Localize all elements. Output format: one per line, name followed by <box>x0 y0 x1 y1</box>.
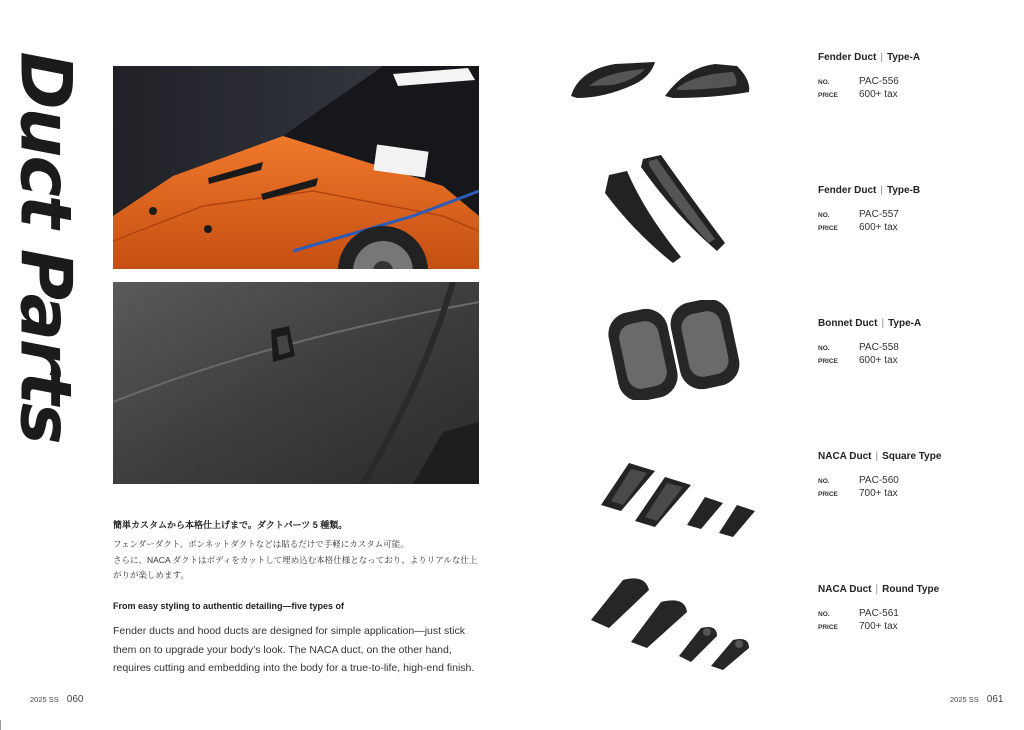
price-label: PRICE <box>818 225 838 232</box>
fender-duct-a-image <box>565 52 765 114</box>
product-price: 600+ tax <box>859 355 898 366</box>
naca-round-image <box>565 570 765 670</box>
product-name-text: Bonnet Duct <box>818 318 878 329</box>
product-bonnet-duct-a <box>565 318 1015 403</box>
product-info <box>818 52 1018 102</box>
product-type: Round Type <box>882 584 940 595</box>
fender-duct-b-image <box>565 153 765 273</box>
jp-body <box>113 537 483 584</box>
spec-price-row <box>818 488 1018 501</box>
jp-body-line-1: フェンダーダクト、ボンネットダクトなどは貼るだけで手軽にカスタム可能。 <box>113 539 409 549</box>
price-label: PRICE <box>818 358 838 365</box>
product-name <box>818 584 1018 595</box>
name-separator: | <box>880 52 883 63</box>
bonnet-duct-image <box>565 300 765 400</box>
name-separator: | <box>875 584 879 595</box>
product-name-text: Fender Duct <box>818 52 877 63</box>
product-price: 700+ tax <box>859 488 898 499</box>
right-page-number: 061 <box>986 694 1004 705</box>
price-label: PRICE <box>818 92 838 99</box>
right-season: 2025 SS <box>950 695 979 704</box>
product-type: Type-A <box>886 52 921 63</box>
product-number: PAC-557 <box>859 209 899 220</box>
product-info <box>818 584 1018 634</box>
spec-price-row <box>818 89 1018 102</box>
price-label: PRICE <box>818 624 838 631</box>
product-type: Square Type <box>882 451 942 462</box>
left-season: 2025 SS <box>30 695 59 704</box>
no-label: NO. <box>818 79 830 86</box>
naca-square-image <box>565 457 765 537</box>
product-type: Type-A <box>888 318 922 329</box>
product-name <box>818 52 1018 63</box>
product-fender-duct-b <box>565 185 1015 270</box>
left-page-number: 060 <box>66 694 84 705</box>
no-label: NO. <box>818 345 830 352</box>
product-price: 700+ tax <box>859 621 898 632</box>
gray-car-photo <box>113 282 479 484</box>
spec-no-row <box>818 342 1018 355</box>
name-separator: | <box>875 451 879 462</box>
en-heading: From easy styling to authentic detailing—five types of <box>113 601 345 611</box>
orange-car-photo <box>113 66 479 269</box>
product-naca-square <box>565 451 1015 536</box>
product-info <box>818 318 1018 368</box>
price-label: PRICE <box>818 491 838 498</box>
en-body: Fender ducts and hood ducts are designed for simple application—just stick them on to upgrade your body’s look. The NACA duct, on the other hand, requires cutting and embedding into the body for a true-to-life, high-end finish. <box>113 625 475 674</box>
spec-price-row <box>818 621 1018 634</box>
product-fender-duct-a <box>565 52 1015 114</box>
product-price: 600+ tax <box>859 222 898 233</box>
product-info <box>818 185 1018 235</box>
spec-no-row <box>818 76 1018 89</box>
no-label: NO. <box>818 611 830 618</box>
product-info <box>818 451 1018 501</box>
jp-body-line-2: さらに、NACA ダクトはボディをカットして埋め込む本格仕様となっており、よりリアルな仕上 <box>113 554 478 565</box>
name-separator: | <box>880 185 883 196</box>
right-page-folio <box>950 694 1003 705</box>
product-number: PAC-560 <box>859 475 899 486</box>
product-naca-round <box>565 584 1015 669</box>
spec-no-row <box>818 209 1018 222</box>
spec-price-row <box>818 355 1018 368</box>
product-type: Type-B <box>886 185 921 196</box>
no-label: NO. <box>818 212 830 219</box>
page-edge-mark <box>0 720 1 730</box>
jp-body-line-3: がりが楽しめます。 <box>113 570 189 580</box>
product-number: PAC-558 <box>859 342 899 353</box>
product-number: PAC-561 <box>859 608 899 619</box>
spec-no-row <box>818 608 1018 621</box>
left-page-folio <box>30 694 83 705</box>
product-number: PAC-556 <box>859 76 899 87</box>
spec-no-row <box>818 475 1018 488</box>
product-name-text: NACA Duct <box>818 451 872 462</box>
spec-price-row <box>818 222 1018 235</box>
product-name-text: NACA Duct <box>818 584 872 595</box>
jp-heading: 簡単カスタムから本格仕上げまで。ダクトパーツ 5 種類。 <box>113 520 348 530</box>
product-name <box>818 451 1018 462</box>
product-name-text: Fender Duct <box>818 185 877 196</box>
product-name <box>818 318 1018 329</box>
page-title: Duct Parts <box>4 51 87 443</box>
no-label: NO. <box>818 478 830 485</box>
product-name <box>818 185 1018 196</box>
product-price: 600+ tax <box>859 89 898 100</box>
name-separator: | <box>881 318 885 329</box>
page-title-vertical <box>0 51 90 443</box>
